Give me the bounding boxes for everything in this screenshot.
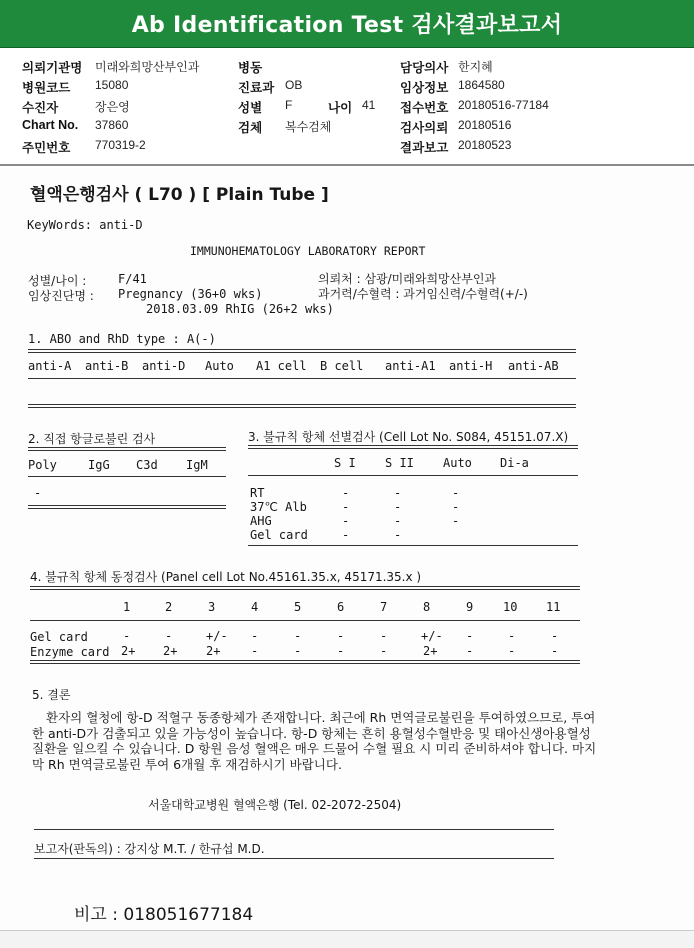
dept-value: OB	[285, 78, 303, 92]
dept-label: 진료과	[238, 81, 275, 95]
panel-cell: -	[380, 629, 388, 643]
diagnosis-label: 임상진단명 :	[28, 289, 94, 303]
panel-cell: -	[337, 629, 345, 643]
screen-cell: -	[394, 514, 402, 528]
dat-result: -	[34, 486, 42, 500]
sex-label: 성별	[238, 101, 263, 115]
divider	[28, 378, 576, 379]
divider	[34, 829, 554, 830]
history-line: 과거력/수혈력 : 과거임신력/수혈력(+/-)	[318, 287, 528, 301]
requester-line: 의뢰처 : 삼광/미래와희망산부인과	[318, 272, 497, 286]
panel-cell: +/-	[206, 629, 228, 643]
divider	[28, 505, 226, 509]
panel-cell: 2+	[423, 644, 438, 658]
panel-cell: -	[251, 629, 259, 643]
code-label: 병원코드	[22, 81, 71, 95]
reporter-line: 보고자(판독의) : 강지상 M.T. / 한규섭 M.D.	[34, 842, 265, 856]
screen-cell: -	[394, 528, 402, 542]
panel-cell: 2+	[206, 644, 221, 658]
abo-col: anti-A	[28, 359, 72, 373]
age-label: 나이	[328, 101, 353, 115]
abo-col: anti-B	[85, 359, 129, 373]
dat-col: C3d	[136, 458, 158, 472]
panel-cell: -	[123, 629, 131, 643]
doctor-value: 한지혜	[458, 60, 493, 74]
screen-cell: -	[452, 486, 460, 500]
screen-row-label: Gel card	[250, 528, 308, 542]
abo-rhd-title: 1. ABO and RhD type : A(-)	[28, 332, 216, 346]
divider	[248, 475, 578, 476]
chart-label: Chart No.	[22, 118, 79, 132]
panel-col: 6	[337, 600, 345, 614]
dat-col: Poly	[28, 458, 57, 472]
patient-info-panel	[0, 48, 694, 166]
report-title-banner	[0, 0, 694, 48]
panel-cell: +/-	[421, 629, 443, 643]
abo-col: A1 cell	[256, 359, 307, 373]
patient-value: 장은영	[95, 100, 130, 114]
remarks-note: 비고 : 018051677184	[74, 905, 254, 925]
panel-cell: -	[508, 629, 516, 643]
patient-label: 수진자	[22, 101, 59, 115]
age-value: 41	[362, 98, 376, 112]
report-date-value: 20180523	[458, 138, 512, 152]
screen-cell: -	[342, 500, 350, 514]
screen-cell: -	[394, 500, 402, 514]
screen-row-label: AHG	[250, 514, 272, 528]
panel-col: 3	[208, 600, 216, 614]
screen-col: S II	[385, 456, 414, 470]
panel-cell: -	[251, 644, 259, 658]
hospital-line: 서울대학교병원 혈액은행 (Tel. 02-2072-2504)	[148, 798, 402, 812]
screen-cell: -	[342, 514, 350, 528]
panel-cell: -	[380, 644, 388, 658]
panel-cell: 2+	[163, 644, 178, 658]
panel-col: 2	[165, 600, 173, 614]
dat-title: 2. 직접 항글로불린 검사	[28, 432, 156, 446]
screen-title: 3. 불규칙 항체 선별검사 (Cell Lot No. S084, 45151.07.X)	[248, 430, 569, 444]
divider	[28, 447, 226, 451]
screen-row-label: RT	[250, 486, 265, 500]
divider	[30, 586, 580, 590]
receipt-label: 접수번호	[400, 101, 449, 115]
panel-cell: -	[508, 644, 516, 658]
panel-cell: -	[165, 629, 173, 643]
abo-col: B cell	[320, 359, 364, 373]
abo-col: anti-D	[142, 359, 186, 373]
clinical-label: 임상정보	[400, 81, 449, 95]
panel-cell: -	[337, 644, 345, 658]
screen-cell: -	[452, 500, 460, 514]
screen-cell: -	[452, 514, 460, 528]
ward-label: 병동	[238, 61, 263, 75]
sex-age-label: 성별/나이 :	[28, 274, 87, 288]
hospital-label: 의뢰기관명	[22, 61, 83, 75]
divider	[28, 476, 226, 477]
screen-col: Di-a	[500, 456, 529, 470]
doctor-label: 담당의사	[400, 61, 449, 75]
screen-cell: -	[342, 528, 350, 542]
chart-value: 37860	[95, 118, 129, 132]
panel-col: 9	[466, 600, 474, 614]
diagnosis-line-2: 2018.03.09 RhIG (26+2 wks)	[146, 302, 334, 316]
panel-col: 11	[546, 600, 561, 614]
divider	[248, 445, 578, 449]
panel-cell: -	[551, 629, 559, 643]
panel-cell: 2+	[121, 644, 136, 658]
receipt-value: 20180516-77184	[458, 98, 549, 112]
screen-col: S I	[334, 456, 356, 470]
report-heading: 혈액은행검사 ( L70 ) [ Plain Tube ]	[30, 185, 329, 205]
clinical-value: 1864580	[458, 78, 505, 92]
resident-label: 주민번호	[22, 141, 71, 155]
divider	[28, 404, 576, 408]
dat-col: IgG	[88, 458, 110, 472]
abo-col: anti-A1	[385, 359, 436, 373]
conclusion-text: 환자의 혈청에 항-D 적혈구 동종항체가 존재합니다. 최근에 Rh 면역글로불린을 투여하였으므로, 투여한 anti-D가 검출되고 있을 가능성이 높습니다. 항-D 항체는 흔히 용혈성수혈반응 및 태아신생아용혈성질환을 일으킬 수 있습니다. D 항원 음성 혈액은 매우 드물어 수혈 필요 시 미리 준비하셔야 합니다. 마지막 Rh 면역글로불린 투여 6개월 후 재검하시기 바랍니다.	[32, 710, 597, 772]
screen-col: Auto	[443, 456, 472, 470]
abo-col: Auto	[205, 359, 234, 373]
panel-col: 8	[423, 600, 431, 614]
panel-col: 7	[380, 600, 388, 614]
panel-row-label: Enzyme card	[30, 645, 110, 659]
request-value: 20180516	[458, 118, 512, 132]
request-label: 검사의뢰	[400, 121, 449, 135]
panel-col: 4	[251, 600, 259, 614]
divider	[30, 660, 580, 664]
page-footer-strip	[0, 930, 694, 948]
specimen-label: 검체	[238, 121, 263, 135]
specimen-value: 복수검체	[285, 120, 332, 134]
panel-title: 4. 불규칙 항체 동정검사 (Panel cell Lot No.45161.35.x, 45171.35.x )	[30, 570, 422, 584]
scanned-report	[0, 168, 694, 948]
divider	[28, 349, 576, 353]
divider	[248, 545, 578, 546]
code-value: 15080	[95, 78, 129, 92]
panel-col: 5	[294, 600, 302, 614]
abo-col: anti-AB	[508, 359, 559, 373]
sex-value: F	[285, 98, 293, 112]
panel-row-label: Gel card	[30, 630, 88, 644]
lab-title: IMMUNOHEMATOLOGY LABORATORY REPORT	[190, 244, 426, 258]
diagnosis-line-1: Pregnancy (36+0 wks)	[118, 287, 263, 301]
divider	[30, 620, 580, 621]
resident-value: 770319-2	[95, 138, 146, 152]
divider	[34, 858, 554, 859]
keywords: KeyWords: anti-D	[27, 218, 143, 232]
panel-cell: -	[466, 629, 474, 643]
conclusion-title: 5. 결론	[32, 688, 71, 702]
abo-col: anti-H	[449, 359, 493, 373]
panel-cell: -	[551, 644, 559, 658]
report-date-label: 결과보고	[400, 141, 449, 155]
panel-col: 10	[503, 600, 518, 614]
screen-row-label: 37℃ Alb	[250, 500, 307, 514]
hospital-value: 미래와희망산부인과	[95, 60, 200, 74]
panel-cell: -	[466, 644, 474, 658]
screen-cell: -	[342, 486, 350, 500]
report-title: Ab Identification Test 검사결과보고서	[131, 13, 563, 38]
panel-cell: -	[294, 644, 302, 658]
dat-col: IgM	[186, 458, 208, 472]
sex-age-value: F/41	[118, 272, 147, 286]
panel-col: 1	[123, 600, 131, 614]
panel-cell: -	[294, 629, 302, 643]
screen-cell: -	[394, 486, 402, 500]
